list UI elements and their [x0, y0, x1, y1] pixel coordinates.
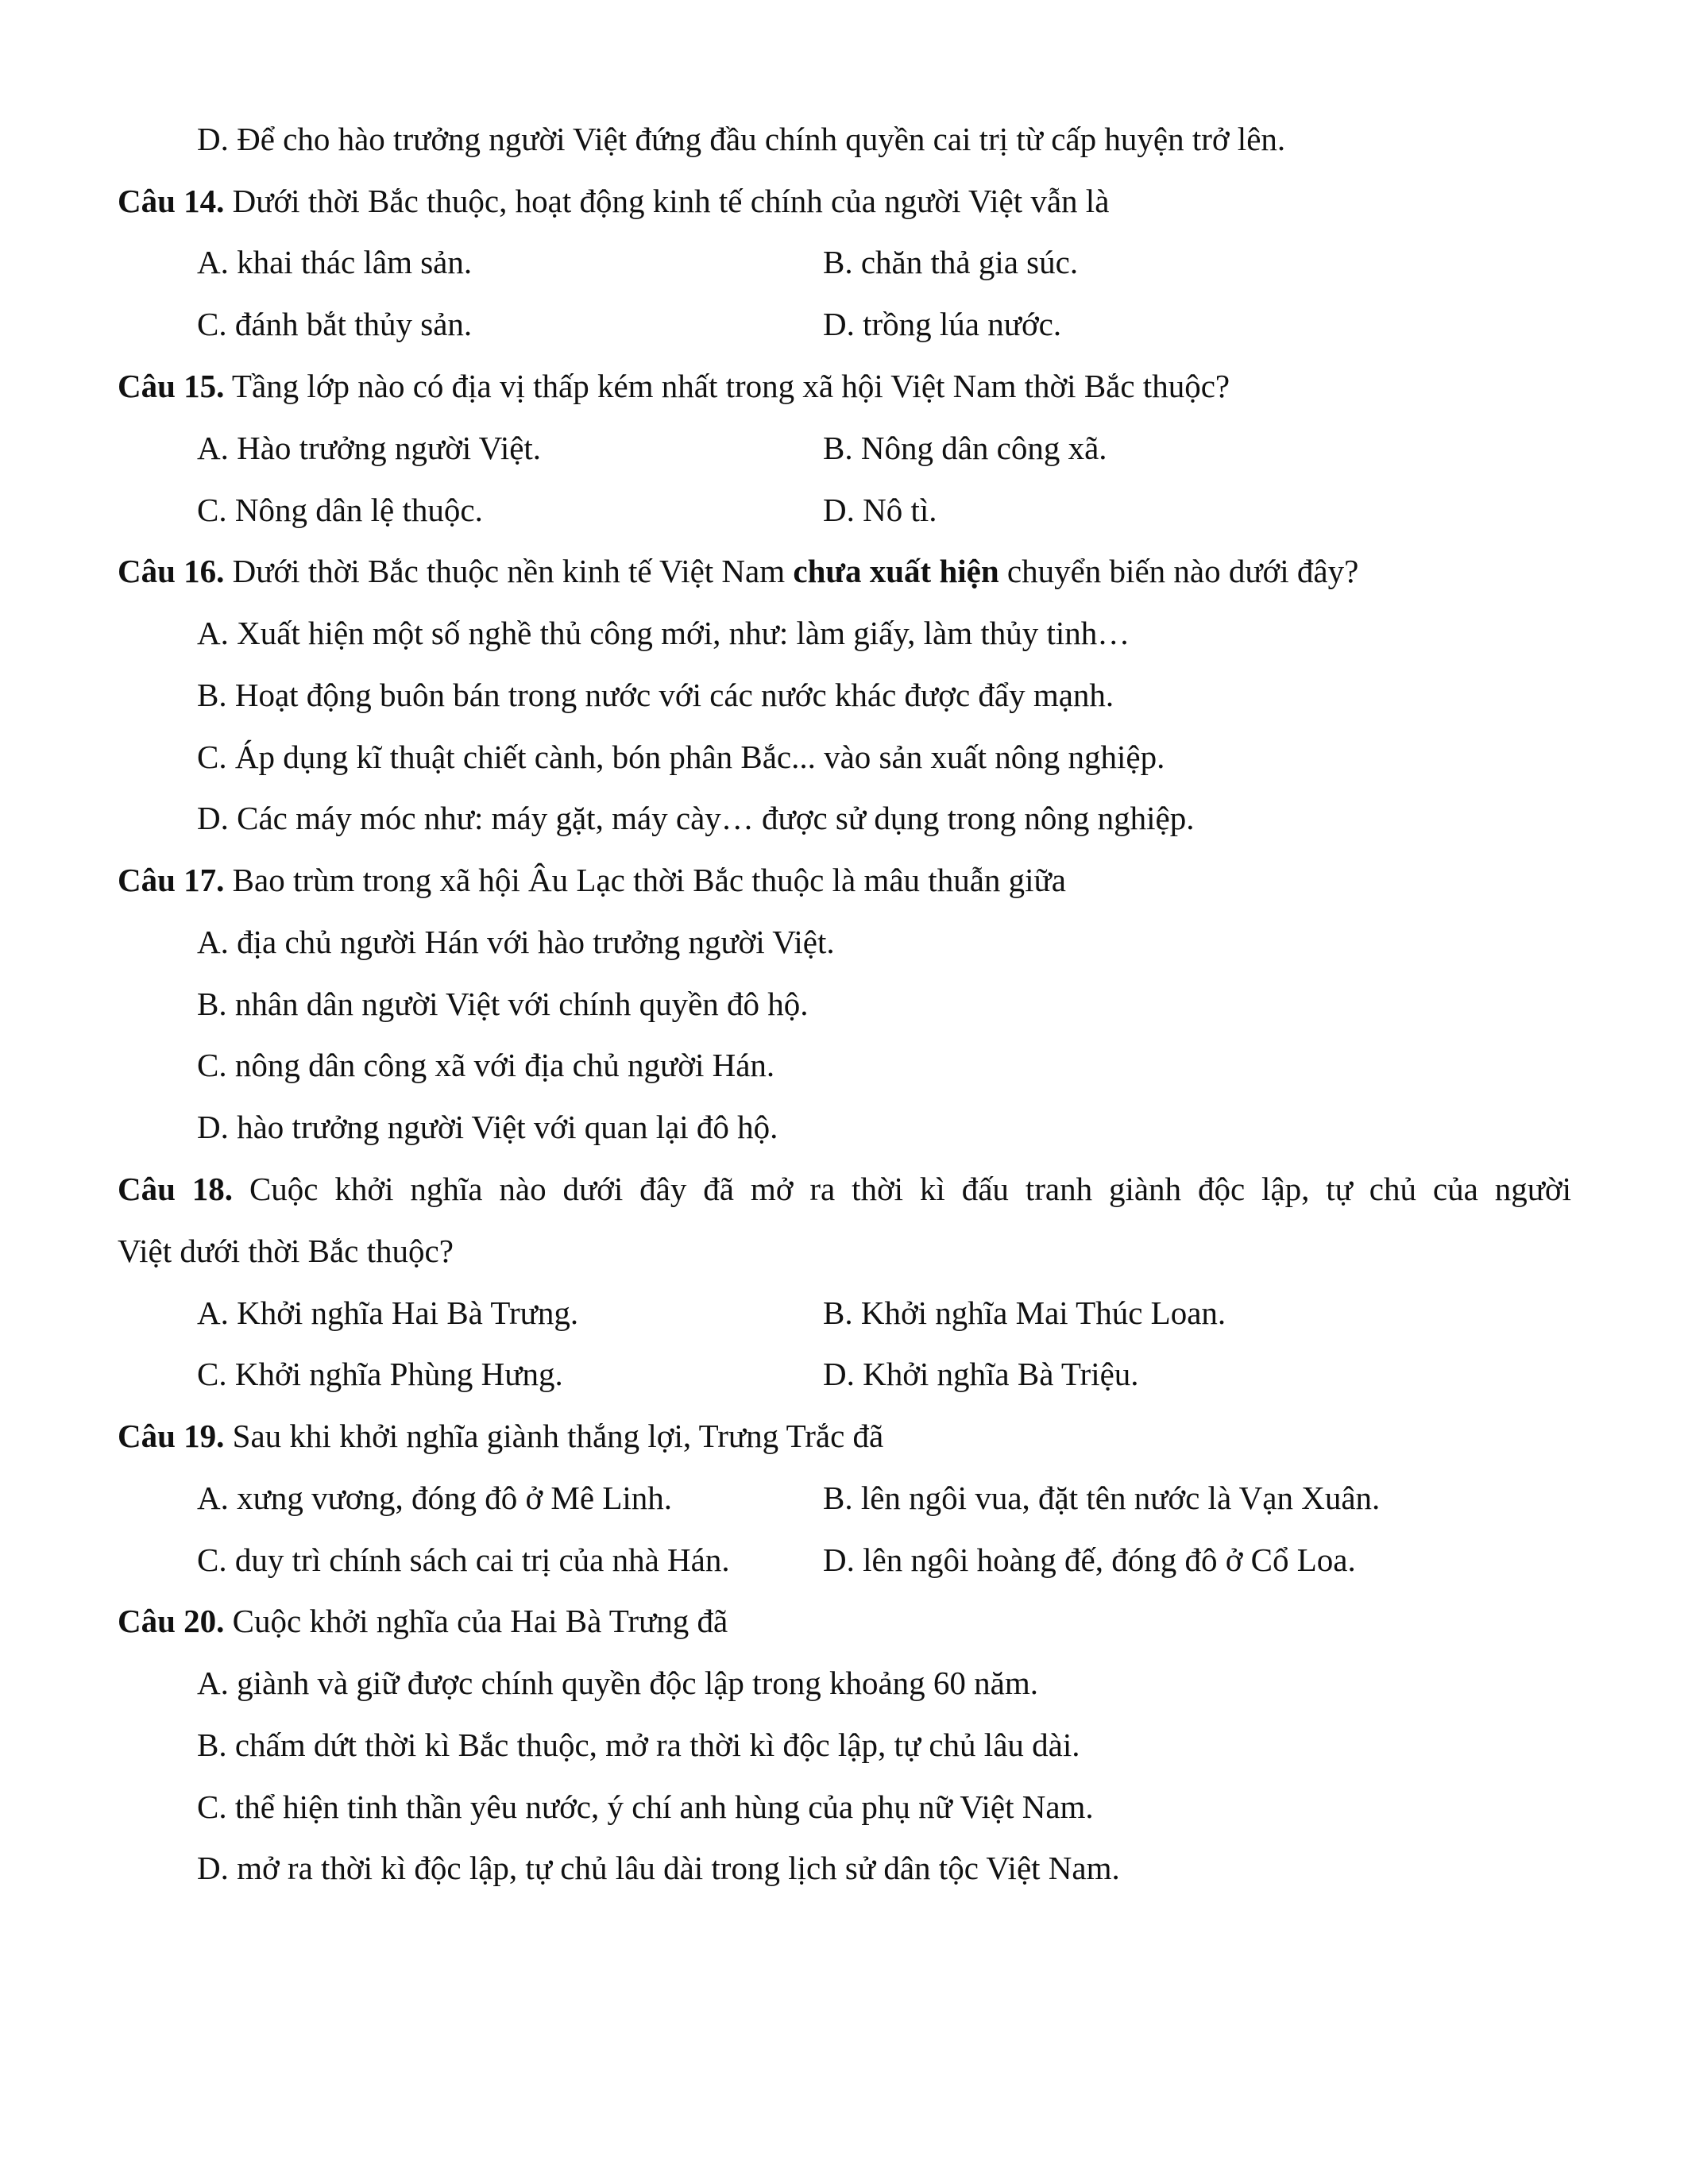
q17-option-d: D. hào trưởng người Việt với quan lại đô hộ. — [197, 1109, 778, 1145]
question-text-part2: chuyển biến nào dưới đây? — [999, 553, 1359, 589]
question-text: Cuộc khởi nghĩa nào dưới đây đã mở ra thời kì đấu tranh giành độc lập, tự chủ của người — [233, 1171, 1571, 1207]
question-18-continuation: Việt dưới thời Bắc thuộc? — [118, 1233, 454, 1269]
q20-option-a: A. giành và giữ được chính quyền độc lập trong khoảng 60 năm. — [197, 1665, 1039, 1701]
question-18 — [118, 1165, 1571, 1213]
question-number: Câu 18. — [118, 1171, 234, 1207]
question-text: Bao trùm trong xã hội Âu Lạc thời Bắc thuộc là mâu thuẫn giữa — [224, 862, 1066, 898]
question-emphasis: chưa xuất hiện — [793, 553, 999, 589]
question-number: Câu 17. — [118, 862, 225, 898]
q16-option-b: B. Hoạt động buôn bán trong nước với các nước khác được đẩy mạnh. — [197, 677, 1114, 713]
q16-option-d: D. Các máy móc như: máy gặt, máy cày… được sử dụng trong nông nghiệp. — [197, 800, 1195, 836]
q14-option-c: C. đánh bắt thủy sản. — [197, 306, 473, 342]
question-text: Cuộc khởi nghĩa của Hai Bà Trưng đã — [224, 1603, 728, 1639]
question-text-part1: Dưới thời Bắc thuộc nền kinh tế Việt Nam — [224, 553, 794, 589]
question-19 — [118, 1412, 883, 1460]
question-20 — [118, 1597, 728, 1645]
q15-option-d: D. Nô tì. — [823, 492, 937, 528]
q18-option-d: D. Khởi nghĩa Bà Triệu. — [823, 1356, 1139, 1392]
q18-option-b: B. Khởi nghĩa Mai Thúc Loan. — [823, 1295, 1226, 1331]
question-text: Dưới thời Bắc thuộc, hoạt động kinh tế chính của người Việt vẫn là — [224, 183, 1110, 219]
q15-option-c: C. Nông dân lệ thuộc. — [197, 492, 483, 528]
q16-option-a: A. Xuất hiện một số nghề thủ công mới, như: làm giấy, làm thủy tinh… — [197, 615, 1130, 651]
q18-option-a: A. Khởi nghĩa Hai Bà Trưng. — [197, 1295, 579, 1331]
q19-option-a: A. xưng vương, đóng đô ở Mê Linh. — [197, 1480, 673, 1516]
question-16 — [118, 547, 1358, 595]
q20-option-d: D. mở ra thời kì độc lập, tự chủ lâu dài trong lịch sử dân tộc Việt Nam. — [197, 1850, 1120, 1886]
q20-option-b: B. chấm dứt thời kì Bắc thuộc, mở ra thời kì độc lập, tự chủ lâu dài. — [197, 1727, 1080, 1763]
q16-option-c: C. Áp dụng kĩ thuật chiết cành, bón phân Bắc... vào sản xuất nông nghiệp. — [197, 739, 1165, 775]
question-17 — [118, 856, 1066, 904]
q14-option-d: D. trồng lúa nước. — [823, 306, 1062, 342]
q15-option-a: A. Hào trưởng người Việt. — [197, 430, 542, 466]
q20-option-c: C. thể hiện tinh thần yêu nước, ý chí anh hùng của phụ nữ Việt Nam. — [197, 1788, 1094, 1825]
question-number: Câu 14. — [118, 183, 225, 219]
question-number: Câu 19. — [118, 1418, 225, 1454]
q17-option-a: A. địa chủ người Hán với hào trưởng người Việt. — [197, 924, 835, 960]
question-text: Tầng lớp nào có địa vị thấp kém nhất trong xã hội Việt Nam thời Bắc thuộc? — [224, 368, 1230, 404]
q14-option-b: B. chăn thả gia súc. — [823, 244, 1079, 280]
question-15 — [118, 362, 1230, 410]
q15-option-b: B. Nông dân công xã. — [823, 430, 1107, 466]
question-14 — [118, 177, 1109, 225]
q17-option-c: C. nông dân công xã với địa chủ người Hán. — [197, 1047, 775, 1083]
question-number: Câu 16. — [118, 553, 225, 589]
question-number: Câu 15. — [118, 368, 225, 404]
q18-option-c: C. Khởi nghĩa Phùng Hưng. — [197, 1356, 563, 1392]
question-number: Câu 20. — [118, 1603, 225, 1639]
q14-option-a: A. khai thác lâm sản. — [197, 244, 473, 280]
q19-option-c: C. duy trì chính sách cai trị của nhà Hán. — [197, 1542, 730, 1578]
q13-option-d: D. Để cho hào trưởng người Việt đứng đầu chính quyền cai trị từ cấp huyện trở lên. — [197, 121, 1286, 157]
q19-option-b: B. lên ngôi vua, đặt tên nước là Vạn Xuân. — [823, 1480, 1381, 1516]
question-text: Sau khi khởi nghĩa giành thắng lợi, Trưng Trắc đã — [224, 1418, 884, 1454]
q19-option-d: D. lên ngôi hoàng đế, đóng đô ở Cổ Loa. — [823, 1542, 1356, 1578]
q17-option-b: B. nhân dân người Việt với chính quyền đô hộ. — [197, 986, 809, 1022]
